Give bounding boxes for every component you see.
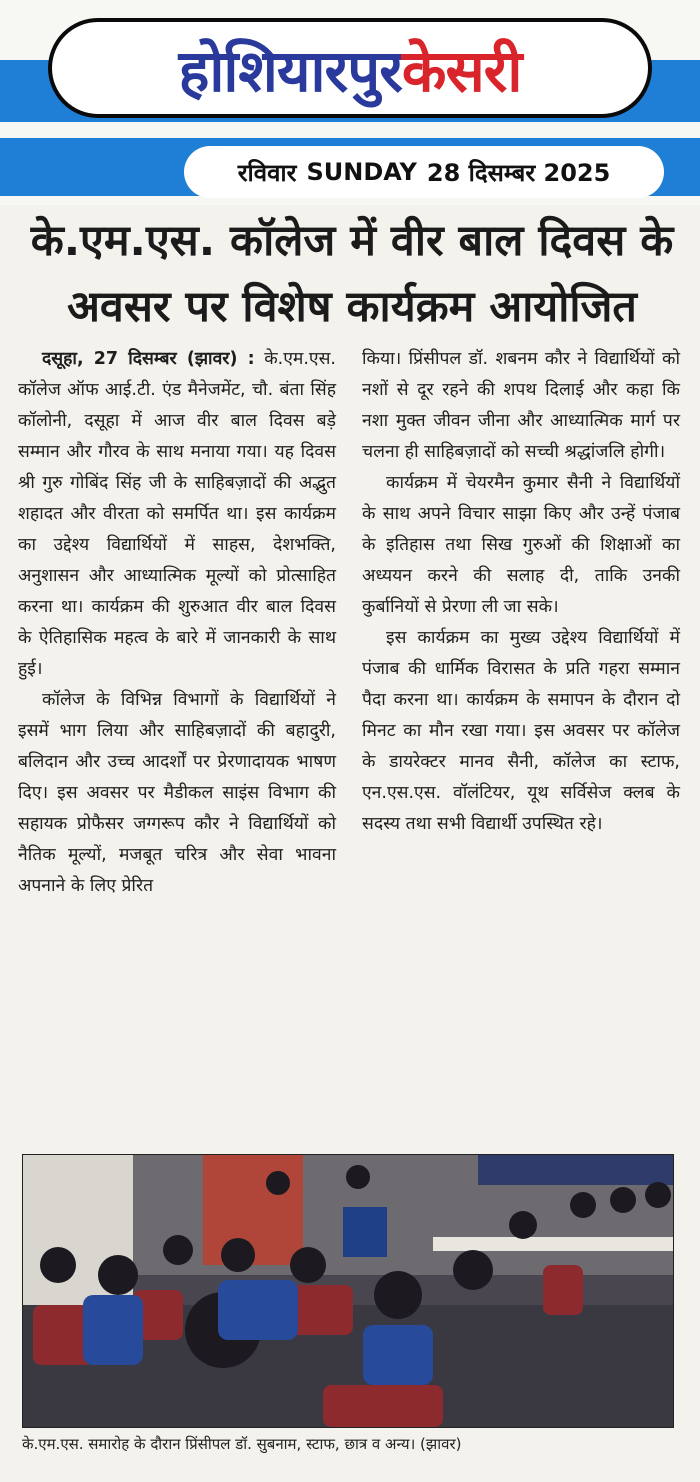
- logo-text-kesari: केसरी: [401, 36, 522, 105]
- photo-caption: के.एम.एस. समारोह के दौरान प्रिंसीपल डॉ. सुबनाम, स्टाफ, छात्र व अन्य। (झावर): [22, 1435, 462, 1453]
- article-paragraph: कार्यक्रम में चेयरमैन कुमार सैनी ने विद्यार्थियों के साथ अपने विचार साझा किए और उन्हें पंजाब के इतिहास तथा सिख गुरुओं की शिक्षाओं का अध्ययन करने की सलाह दी, ताकि उनकी कुर्बानियों से प्रेरणा ली जा सके।: [362, 473, 680, 617]
- article-paragraph: इस कार्यक्रम का मुख्य उद्देश्य विद्यार्थियों में पंजाब की धार्मिक विरासत के प्रति गहरा सम्मान पैदा करना था। कार्यक्रम के समापन के दौरान दो मिनट का मौन रखा गया। इस अवसर पर कॉलेज के डायरेक्टर मानव सैनी, कॉलेज का स्टाफ, एन.एस.एस. वॉलंटियर, यूथ सर्विसेज क्लब के सदस्य तथा सभी विद्यार्थी उपस्थित रहे।: [362, 628, 680, 834]
- article-paragraph: किया। प्रिंसीपल डॉ. शबनम कौर ने विद्यार्थियों को नशों से दूर रहने की शपथ दिलाई और कहा कि नशा मुक्त जीवन जीना और आध्यात्मिक मार्ग पर चलना ही साहिबज़ादों को सच्ची श्रद्धांजलि होगी।: [362, 349, 680, 462]
- newspaper-logo: [48, 18, 652, 118]
- logo-text-hoshiarpur: होशियारपुर: [178, 36, 402, 105]
- article-paragraph: कॉलेज के विभिन्न विभागों के विद्यार्थियों ने इसमें भाग लिया और साहिबज़ादों की बहादुरी, बलिदान और उच्च आदर्शों पर प्रेरणादायक भाषण दिए। इस अवसर पर मैडीकल साइंस विभाग की सहायक प्रोफैसर जग्गरूप कौर ने विद्यार्थियों को नैतिक मूल्यों, मजबूत चरित्र और सेवा भावना अपनाने के लिए प्रेरित: [18, 690, 336, 896]
- event-photo-illustration: [23, 1155, 673, 1427]
- article-dateline: दसूहा, 27 दिसम्बर (झावर) :: [42, 349, 255, 369]
- day-english: SUNDAY: [306, 158, 417, 186]
- issue-date-banner: [184, 146, 664, 198]
- article-headline: के.एम.एस. कॉलेज में वीर बाल दिवस के अवसर पर विशेष कार्यक्रम आयोजित: [30, 216, 674, 332]
- event-photo: [22, 1154, 674, 1428]
- article-paragraph-text: के.एम.एस. कॉलेज ऑफ आई.टी. एंड मैनेजमेंट, चौ. बंता सिंह कॉलोनी, दसूहा में आज वीर बाल दिवस बड़े सम्मान और गौरव के साथ मनाया गया। यह दिवस श्री गुरु गोबिंद सिंह जी के साहिबज़ादों की अद्भुत शहादत और वीरता को समर्पित था। इस कार्यक्रम का उद्देश्य विद्यार्थियों में साहस, देशभक्ति, अनुशासन और आध्यात्मिक मूल्यों को प्रोत्साहित करना था। कार्यक्रम की शुरुआत वीर बाल दिवस के ऐतिहासिक महत्व के बारे में जानकारी के साथ हुई।: [18, 349, 336, 679]
- article-paragraph: [18, 344, 336, 685]
- article-column-right: [362, 344, 680, 840]
- issue-date: 28 दिसम्बर 2025: [426, 158, 611, 187]
- day-hindi: रविवार: [237, 158, 297, 187]
- masthead: [0, 0, 700, 205]
- article-column-left: [18, 344, 336, 902]
